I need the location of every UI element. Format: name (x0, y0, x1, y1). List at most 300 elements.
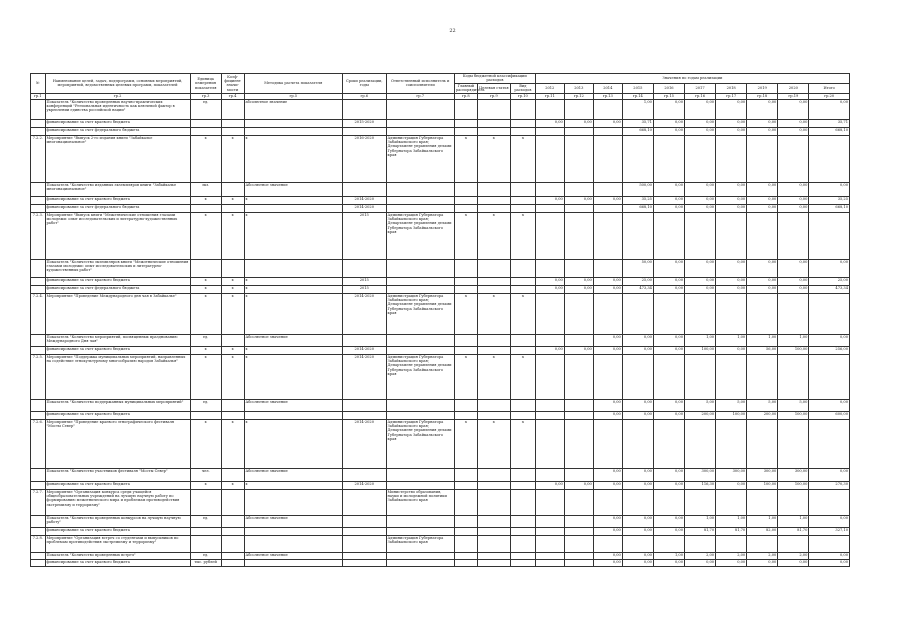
table-cell: 0,00 (653, 527, 684, 535)
table-cell: 2014-2020 (343, 354, 387, 399)
table-cell (477, 99, 510, 119)
table-cell (510, 334, 535, 346)
table-cell (343, 552, 387, 559)
table-cell: 668,10 (622, 127, 653, 135)
table-cell (716, 535, 747, 552)
table-cell: 0,00 (716, 481, 747, 489)
table-row (31, 119, 850, 127)
table-cell: Абсолютное значение (244, 334, 342, 346)
table-cell: х (221, 277, 244, 285)
table-cell (747, 535, 778, 552)
table-cell: 0,00 (778, 119, 809, 127)
table-cell (31, 119, 46, 127)
table-cell: 0,00 (685, 196, 716, 204)
table-cell: 0,00 (685, 277, 716, 285)
table-cell: х (190, 135, 221, 182)
table-cell (386, 481, 454, 489)
table-cell: 0,00 (716, 259, 747, 277)
table-cell: 0,00 (716, 182, 747, 196)
table-cell: х (190, 293, 221, 334)
table-cell: Администрация Губернатора Забайкальского края; Департамент управления делами Губернатора Забайкальского края (386, 135, 454, 182)
column-number: гр.13 (593, 93, 622, 99)
table-cell (564, 527, 593, 535)
table-cell: 2016-2020 (343, 135, 387, 182)
table-cell: 1,00 (685, 515, 716, 527)
table-cell: 0,00 (564, 285, 593, 293)
table-cell (31, 399, 46, 411)
table-row (31, 204, 850, 212)
table-cell (535, 334, 564, 346)
table-cell: х (190, 277, 221, 285)
column-number: гр.18 (747, 93, 778, 99)
table-row (31, 293, 850, 334)
table-cell: 0,00 (747, 259, 778, 277)
table-cell: финансирование за счет краевого бюджета (45, 411, 190, 419)
table-cell (809, 293, 850, 334)
column-number: гр.11 (535, 93, 564, 99)
table-cell (31, 285, 46, 293)
table-cell: финансирование за счет федерального бюджета (45, 285, 190, 293)
table-cell (343, 559, 387, 566)
table-cell (221, 515, 244, 527)
col-method-header: Методика расчета показателя (244, 74, 342, 94)
table-cell (510, 182, 535, 196)
table-cell: 2014-2020 (343, 419, 387, 468)
table-cell (510, 127, 535, 135)
table-cell: 0,00 (653, 468, 684, 481)
table-cell: 0,00 (778, 196, 809, 204)
table-cell (221, 552, 244, 559)
table-cell: 0,00 (778, 259, 809, 277)
year-header: 2020 (778, 83, 809, 93)
table-cell (244, 204, 342, 212)
table-row (31, 99, 850, 119)
table-cell (685, 354, 716, 399)
table-cell (31, 259, 46, 277)
table-cell (778, 135, 809, 182)
table-cell: х (244, 212, 342, 259)
table-cell: 1,00 (747, 515, 778, 527)
table-cell (190, 535, 221, 552)
table-cell: х (190, 346, 221, 354)
table-cell (343, 127, 387, 135)
table-cell: 0,00 (685, 182, 716, 196)
table-cell (343, 399, 387, 411)
table-cell (343, 334, 387, 346)
table-cell: 0,00 (593, 277, 622, 285)
table-cell (535, 259, 564, 277)
table-cell: Мероприятие "Организация конкурса среди учащейся общеобразовательных учреждений на лучшую научную работу по формированию межэтнического мира и проблемам противодействия экстремизму и терроризму" (45, 489, 190, 515)
table-row (31, 481, 850, 489)
table-cell (386, 277, 454, 285)
table-cell (386, 346, 454, 354)
table-cell (716, 489, 747, 515)
table-cell (477, 527, 510, 535)
table-cell (477, 552, 510, 559)
table-cell (221, 468, 244, 481)
table-cell (510, 535, 535, 552)
table-row (31, 552, 850, 559)
table-cell: х (221, 285, 244, 293)
column-number: гр.1 (31, 93, 46, 99)
table-cell (564, 399, 593, 411)
table-cell (564, 419, 593, 468)
table-cell: 2014-2020 (343, 293, 387, 334)
table-cell (221, 527, 244, 535)
table-row (31, 489, 850, 515)
table-cell (343, 535, 387, 552)
table-cell: 0,00 (809, 515, 850, 527)
table-cell: х (454, 212, 477, 259)
col-coef-header: Коэф-фициент значи-мости (221, 74, 244, 94)
table-cell: 270,30 (809, 481, 850, 489)
table-cell (510, 559, 535, 566)
table-cell (477, 468, 510, 481)
table-cell: х (221, 481, 244, 489)
table-cell (190, 527, 221, 535)
table-cell: абсолютное значение (244, 99, 342, 119)
table-cell (535, 99, 564, 119)
column-number: гр.16 (685, 93, 716, 99)
table-cell: 7.2.2. (31, 135, 46, 182)
table-cell (510, 515, 535, 527)
table-cell: 5,00 (716, 399, 747, 411)
table-cell: Показатель "Количество мероприятий, посвященных празднованию Международного Дня чая" (45, 334, 190, 346)
table-cell: Показатель "Количество экземпляров книги "Межэтнические отношения глазами молодежи: опыт исследовательских и литературно-художественных работ" (45, 259, 190, 277)
table-cell (685, 489, 716, 515)
table-cell: х (190, 419, 221, 468)
table-cell: 0,00 (535, 285, 564, 293)
table-cell: 2015 (343, 212, 387, 259)
table-cell: 0,00 (593, 481, 622, 489)
table-cell: 2014-2020 (343, 196, 387, 204)
table-cell (716, 135, 747, 182)
table-cell: 0,00 (593, 119, 622, 127)
table-row (31, 419, 850, 468)
table-cell: х (454, 419, 477, 468)
table-cell: х (190, 354, 221, 399)
table-cell (747, 419, 778, 468)
table-cell: 82,00 (747, 527, 778, 535)
table-cell: 0,00 (809, 399, 850, 411)
table-cell (190, 204, 221, 212)
table-cell: Показатель "Количество изданных экземпляров книги "Забайкалье многонациональное" (45, 182, 190, 196)
table-cell: 0,00 (653, 515, 684, 527)
table-cell: 0,00 (747, 119, 778, 127)
table-cell (685, 135, 716, 182)
table-cell: 0,00 (653, 182, 684, 196)
table-cell (510, 468, 535, 481)
kbk-header: Коды бюджетной классификации расходов (454, 74, 535, 84)
table-cell: 35,71 (809, 119, 850, 127)
table-cell (510, 204, 535, 212)
table-cell: 2015 (343, 285, 387, 293)
table-cell: 0,00 (747, 182, 778, 196)
table-cell (386, 411, 454, 419)
table-cell (454, 204, 477, 212)
table-cell (386, 552, 454, 559)
table-cell (190, 489, 221, 515)
table-cell (31, 527, 46, 535)
table-row (31, 354, 850, 399)
table-cell: 0,00 (778, 204, 809, 212)
table-cell: 256,00 (809, 346, 850, 354)
table-cell (386, 334, 454, 346)
table-cell (190, 127, 221, 135)
table-cell (653, 135, 684, 182)
column-number: гр.20 (809, 93, 850, 99)
table-cell: х (510, 135, 535, 182)
table-row (31, 468, 850, 481)
table-cell: 0,00 (778, 127, 809, 135)
table-cell (454, 182, 477, 196)
table-cell (778, 212, 809, 259)
table-cell (454, 285, 477, 293)
col-resp-header: Ответственный исполнитель и соисполнители (386, 74, 454, 94)
table-cell (31, 552, 46, 559)
table-cell (31, 127, 46, 135)
table-cell: 0,00 (535, 119, 564, 127)
table-cell: финансирование за счет краевого бюджета (45, 119, 190, 127)
table-cell: 0,00 (778, 277, 809, 285)
table-cell: финансирование за счет краевого бюджета (45, 559, 190, 566)
table-cell: 0,00 (653, 411, 684, 419)
table-cell (454, 481, 477, 489)
col-name-header: Наименование целей, задач, подпрограмм, основных мероприятий, мероприятий, ведомственных целевых программ, показателей (45, 74, 190, 94)
table-cell: х (244, 354, 342, 399)
table-cell (564, 334, 593, 346)
table-cell: х (221, 354, 244, 399)
table-cell: 25,00 (622, 277, 653, 285)
table-cell (564, 411, 593, 419)
table-cell (622, 293, 653, 334)
table-cell (244, 559, 342, 566)
table-cell (221, 259, 244, 277)
table-cell: х (244, 346, 342, 354)
table-cell: Абсолютное значение (244, 515, 342, 527)
table-cell: Министерство образования, науки и молодежной политики Забайкальского края (386, 489, 454, 515)
table-cell: финансирование за счет краевого бюджета (45, 196, 190, 204)
column-number: гр.14 (622, 93, 653, 99)
table-cell (31, 277, 46, 285)
table-cell (190, 411, 221, 419)
table-cell (622, 419, 653, 468)
table-cell (778, 293, 809, 334)
table-cell (454, 527, 477, 535)
table-cell: ед. (190, 399, 221, 411)
table-cell: 0,00 (593, 515, 622, 527)
table-cell (454, 127, 477, 135)
table-cell (221, 99, 244, 119)
table-cell (653, 489, 684, 515)
table-cell (31, 196, 46, 204)
table-cell (386, 527, 454, 535)
column-number: гр.12 (564, 93, 593, 99)
table-cell: 0,00 (622, 399, 653, 411)
year-header: 2014 (593, 83, 622, 93)
table-cell (221, 127, 244, 135)
table-cell: х (244, 481, 342, 489)
table-cell (454, 196, 477, 204)
table-cell: 0,00 (747, 127, 778, 135)
table-cell: х (244, 419, 342, 468)
table-cell (564, 293, 593, 334)
table-cell (778, 419, 809, 468)
table-cell (535, 419, 564, 468)
table-cell (386, 399, 454, 411)
column-number: гр.10 (510, 93, 535, 99)
values-header: Значения по годам реализации (535, 74, 849, 84)
table-cell (535, 515, 564, 527)
year-header: 2019 (747, 83, 778, 93)
table-cell (454, 535, 477, 552)
table-cell: х (244, 285, 342, 293)
table-cell: 2,00 (778, 552, 809, 559)
table-cell (564, 259, 593, 277)
table-cell (716, 419, 747, 468)
table-cell (716, 212, 747, 259)
table-cell: 0,00 (747, 204, 778, 212)
table-cell: ед. (190, 334, 221, 346)
table-row (31, 212, 850, 259)
table-cell: х (190, 285, 221, 293)
table-cell: Администрация Губернатора Забайкальского края; Департамент управления делами Губернатора Забайкальского края (386, 212, 454, 259)
table-cell: 0,00 (747, 99, 778, 119)
table-cell: 5,00 (685, 399, 716, 411)
table-cell (535, 559, 564, 566)
table-cell (535, 527, 564, 535)
table-cell (510, 285, 535, 293)
table-row (31, 346, 850, 354)
table-cell (535, 182, 564, 196)
table-cell: 0,00 (535, 481, 564, 489)
table-cell: х (477, 135, 510, 182)
table-cell: 0,00 (809, 182, 850, 196)
table-cell: 0,00 (653, 119, 684, 127)
table-cell: 0,00 (593, 527, 622, 535)
table-cell (477, 399, 510, 411)
year-header: 2017 (685, 83, 716, 93)
table-cell: Мероприятие "Проведение краевого этнографического фестиваля "Мосты Север" (45, 419, 190, 468)
table-cell: 0,00 (685, 259, 716, 277)
table-cell: 0,00 (778, 285, 809, 293)
table-cell: 0,00 (622, 334, 653, 346)
column-number: гр.4 (221, 93, 244, 99)
table-cell: х (454, 135, 477, 182)
table-cell: 100,00 (778, 411, 809, 419)
year-header: 2018 (716, 83, 747, 93)
table-cell (685, 212, 716, 259)
table-cell (454, 277, 477, 285)
column-number: гр.8 (454, 93, 477, 99)
table-cell: х (221, 419, 244, 468)
table-cell: Абсолютное значение (244, 468, 342, 481)
table-cell: 0,00 (685, 99, 716, 119)
table-cell: х (510, 293, 535, 334)
table-row (31, 182, 850, 196)
table-cell (244, 127, 342, 135)
table-cell (221, 559, 244, 566)
table-cell: х (221, 346, 244, 354)
table-cell: 0,00 (747, 196, 778, 204)
table-cell (778, 354, 809, 399)
table-cell (593, 354, 622, 399)
table-cell: 0,00 (716, 204, 747, 212)
table-cell: ед. (190, 99, 221, 119)
table-cell (31, 99, 46, 119)
table-cell (809, 212, 850, 259)
table-cell: 0,00 (564, 277, 593, 285)
table-cell: 7.2.7. (31, 489, 46, 515)
table-cell (477, 277, 510, 285)
table-cell (244, 535, 342, 552)
table-cell: х (221, 212, 244, 259)
table-cell (747, 212, 778, 259)
table-cell: ед. (190, 515, 221, 527)
table-cell: 0,00 (716, 559, 747, 566)
table-cell (622, 135, 653, 182)
table-cell (454, 259, 477, 277)
table-cell (564, 127, 593, 135)
table-cell (477, 285, 510, 293)
table-row (31, 259, 850, 277)
table-cell (454, 552, 477, 559)
table-cell: Абсолютное значение (244, 552, 342, 559)
table-cell (809, 419, 850, 468)
table-cell (535, 411, 564, 419)
table-cell: 0,00 (564, 481, 593, 489)
table-cell: 2,00 (747, 552, 778, 559)
table-cell (31, 182, 46, 196)
table-cell: 2014-2020 (343, 204, 387, 212)
table-cell (386, 285, 454, 293)
table-cell: 0,00 (716, 99, 747, 119)
table-cell: 0,00 (716, 127, 747, 135)
table-cell: 50,00 (622, 259, 653, 277)
table-cell (564, 489, 593, 515)
table-cell (564, 212, 593, 259)
table-cell (747, 489, 778, 515)
table-cell: 0,00 (653, 481, 684, 489)
table-cell: 668,10 (809, 204, 850, 212)
kbk-col-header: Вид расходов (510, 83, 535, 93)
table-cell: 2,00 (716, 552, 747, 559)
table-cell: 100,00 (685, 346, 716, 354)
table-cell: х (454, 354, 477, 399)
table-cell (535, 489, 564, 515)
table-cell (454, 468, 477, 481)
table-cell: 7.2.4. (31, 293, 46, 334)
table-cell: 100,00 (716, 411, 747, 419)
table-cell (190, 259, 221, 277)
table-cell (244, 259, 342, 277)
table-cell: 1,00 (622, 99, 653, 119)
table-cell: 0,00 (747, 277, 778, 285)
table-cell (343, 182, 387, 196)
table-cell: х (244, 293, 342, 334)
table-cell (477, 196, 510, 204)
table-cell (535, 293, 564, 334)
table-cell: 100,00 (778, 346, 809, 354)
table-cell (653, 419, 684, 468)
table-cell: 0,00 (622, 346, 653, 354)
table-cell (510, 489, 535, 515)
table-cell (454, 515, 477, 527)
table-cell: 0,00 (622, 552, 653, 559)
table-cell: 200,00 (747, 411, 778, 419)
table-cell: 473,34 (622, 285, 653, 293)
year-header: 2015 (622, 83, 653, 93)
